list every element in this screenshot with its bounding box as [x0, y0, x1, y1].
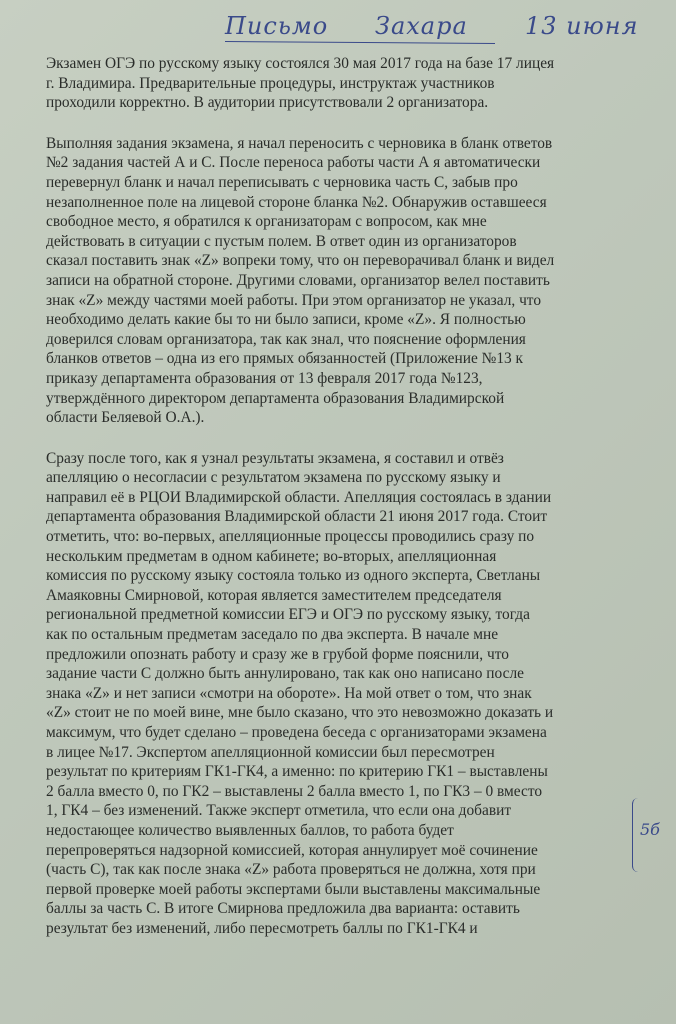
text-line: бланков ответов – одна из его прямых обязанностей (Приложение №13 к: [46, 350, 524, 368]
text-line: нескольким предметам в одном кабинете; во-вторых, апелляционная: [46, 547, 497, 565]
paragraph-1: [46, 54, 666, 113]
text-line: 1, ГК4 – без изменений. Также эксперт отметила, что если она добавит: [46, 802, 512, 820]
text-line: доверился словам организатора, так как знал, что пояснение оформления: [46, 330, 526, 348]
text-line: перепроверяться надзорной комиссией, которая аннулирует моё сочинение: [46, 841, 538, 859]
text-line: знака «Z» и нет записи «смотри на обороте». На мой ответ о том, что знак: [46, 684, 532, 702]
paragraph-3: [46, 449, 666, 939]
text-line: региональной предметной комиссии ЕГЭ и ОГЭ по русскому языку, тогда: [46, 606, 530, 624]
text-line: баллы за часть С. В итоге Смирнова предложила два варианта: оставить: [46, 900, 520, 918]
text-line: в лицее №17. Экспертом апелляционной комиссии был пересмотрен: [46, 743, 495, 761]
text-line: №2 задания частей А и С. После переноса работы части А я автоматически: [46, 154, 541, 172]
paragraph-2: [46, 134, 666, 428]
text-line: приказу департамента образования от 13 февраля 2017 года №123,: [46, 369, 483, 387]
margin-note: 5б: [640, 820, 660, 839]
text-line: необходимо делать какие бы то ни было записи, кроме «Z». Я полностью: [46, 311, 526, 329]
text-line: Сразу после того, как я узнал результаты экзамена, я составил и отвёз: [46, 449, 504, 467]
text-line: Амаяковны Смирновой, которая является заместителем председателя: [46, 586, 502, 604]
text-line: утверждённого директором департамента образования Владимирской: [46, 389, 505, 407]
text-line: незаполненное поле на лицевой стороне бланка №2. Обнаружив оставшееся: [46, 193, 547, 211]
text-line: области Беляевой О.А.).: [46, 409, 205, 427]
text-line: направил её в РЦОИ Владимирской области. Апелляция состоялась в здании: [46, 488, 552, 506]
text-line: записи на обратной стороне. Другими словами, организатор велел поставить: [46, 271, 550, 289]
text-line: сказал поставить знак «Z» вопреки тому, что он переворачивал бланк и видел: [46, 252, 555, 270]
text-line: результат по критериям ГК1-ГК4, а именно: по критерию ГК1 – выставлены: [46, 763, 548, 781]
text-line: максимум, что будет сделано – проведена беседа с организаторами экзамена: [46, 724, 547, 741]
text-line: перевернул бланк и начал переписывать с черновика часть С, забыв про: [46, 173, 518, 191]
handwritten-surname: Захара: [375, 12, 468, 40]
paragraph-gap: [46, 113, 666, 134]
text-line: Выполняя задания экзамена, я начал переносить с черновика в бланк ответов: [46, 134, 553, 152]
text-line: отметить, что: во-первых, апелляционные процессы проводились сразу по: [46, 528, 535, 546]
text-line: комиссия по русскому языку состояла только из одного эксперта, Светланы: [46, 567, 541, 585]
text-line: г. Владимира. Предварительные процедуры, инструктаж участников: [46, 74, 495, 92]
text-line: как по остальным предметам заседало по два эксперта. В начале мне: [46, 626, 499, 644]
text-line: департамента образования Владимирской области 21 июня 2017 года. Стоит: [46, 508, 548, 526]
text-line: предложили опознать работу и сразу же в грубой форме пояснили, что: [46, 645, 509, 663]
text-line: 2 балла вместо 0, по ГК2 – выставлены 2 балла вместо 1, по ГК3 – 0 вместо: [46, 782, 543, 800]
text-line: «Z» стоит не по моей вине, мне было сказано, что это невозможно доказать и: [46, 704, 554, 722]
text-line: результат без изменений, либо пересмотреть баллы по ГК1-ГК4 и: [46, 919, 478, 937]
text-line: знак «Z» между частями моей работы. При этом организатор не указал, что: [46, 291, 542, 309]
text-line: первой проверке моей работы экспертами были выставлены максимальные: [46, 880, 541, 898]
text-line: Экзамен ОГЭ по русскому языку состоялся 30 мая 2017 года на базе 17 лицея: [46, 55, 555, 72]
handwritten-date: 13 июня: [525, 12, 639, 40]
text-line: действовать в ситуации с пустым полем. В ответ один из организаторов: [46, 232, 517, 250]
text-line: апелляцию о несогласии с результатом экзамена по русскому языку и: [46, 469, 501, 487]
handwritten-header: [225, 4, 645, 44]
text-line: недостающее количество выявленных баллов, то работа будет: [46, 821, 454, 839]
letter-body: [46, 54, 666, 939]
paragraph-gap: [46, 428, 666, 449]
text-line: задание части С должно быть аннулировано, так как оно написано после: [46, 665, 524, 683]
text-line: (часть С), так как после знака «Z» работа проверяться не должна, хотя при: [46, 861, 536, 879]
handwritten-title: Письмо: [225, 12, 329, 40]
text-line: проходили корректно. В аудитории присутствовали 2 организатора.: [46, 94, 489, 112]
text-line: свободное место, я обратился к организаторам с вопросом, как мне: [46, 213, 487, 231]
